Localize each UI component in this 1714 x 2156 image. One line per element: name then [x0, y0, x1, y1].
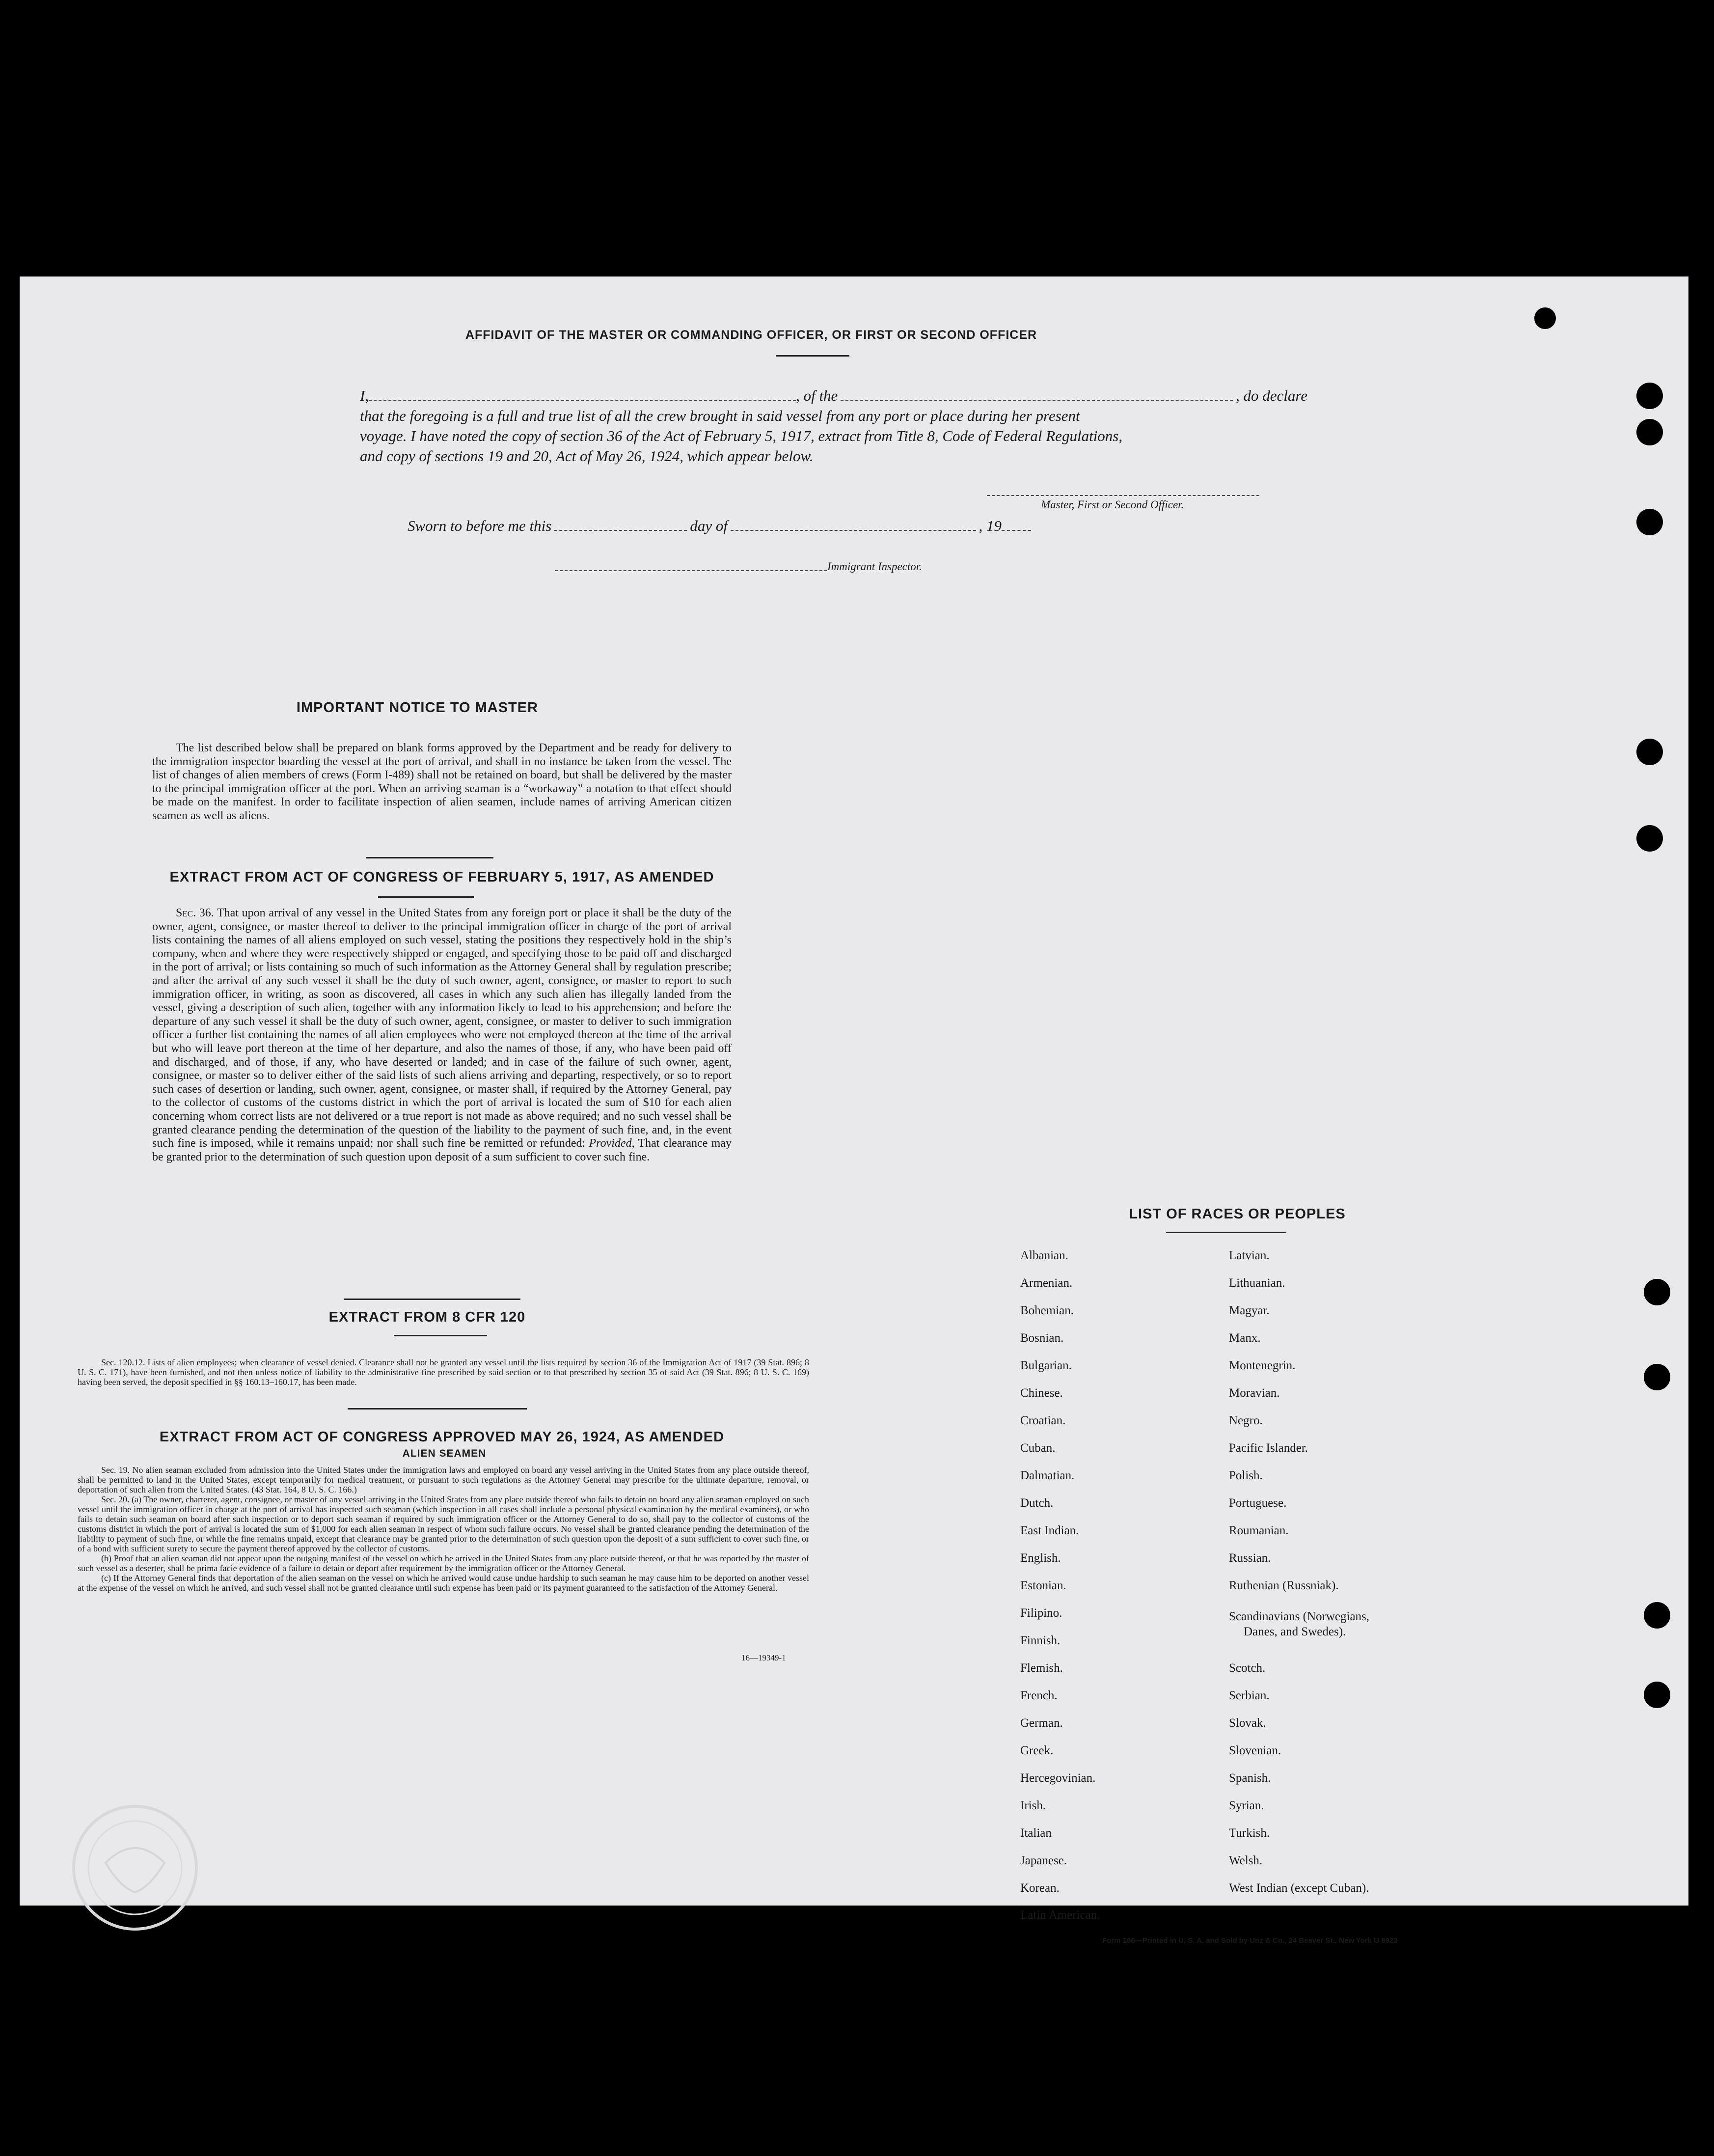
- race-item: German.: [1020, 1716, 1063, 1730]
- name-blank[interactable]: [369, 388, 796, 401]
- race-item: Ruthenian (Russniak).: [1229, 1579, 1339, 1592]
- race-item: Serbian.: [1229, 1689, 1270, 1702]
- race-item: Bulgarian.: [1020, 1359, 1072, 1372]
- notice-heading: IMPORTANT NOTICE TO MASTER: [296, 700, 539, 716]
- race-item: Pacific Islander.: [1229, 1441, 1308, 1455]
- sworn-day-of: day of: [690, 517, 728, 534]
- sworn-prefix: Sworn to before me this: [408, 517, 552, 534]
- race-item: Chinese.: [1020, 1386, 1063, 1400]
- binder-hole-icon: [1636, 509, 1663, 535]
- race-item: Japanese.: [1020, 1854, 1067, 1867]
- binder-hole-icon: [1644, 1602, 1670, 1629]
- race-item: Hercegovinian.: [1020, 1771, 1096, 1785]
- races-rule: [1166, 1232, 1286, 1233]
- race-item: Albanian.: [1020, 1249, 1068, 1262]
- race-item: Turkish.: [1229, 1826, 1270, 1840]
- race-item: Manx.: [1229, 1331, 1261, 1345]
- section-36-paragraph: [152, 907, 732, 1164]
- extract-1917-heading: EXTRACT FROM ACT OF CONGRESS OF FEBRUARY 5, 1917, AS AMENDED: [169, 869, 714, 885]
- section-20c-paragraph: (c) If the Attorney General finds that deportation of the alien seaman on the vessel on which he arrived would cause undue hardship to such seaman he may cause him to be deported on another vessel at the expense of the vessel on which he arrived, and such vessel shall not be granted clearance until such expense has been paid or its payment guaranteed to the satisfaction of the Attorney General.: [78, 1573, 809, 1593]
- races-heading: LIST OF RACES OR PEOPLES: [1129, 1206, 1346, 1222]
- race-item: Armenian.: [1020, 1276, 1073, 1290]
- race-item: Filipino.: [1020, 1606, 1062, 1620]
- extract-1917-end-rule: [344, 1299, 520, 1300]
- binder-hole-icon: [1636, 383, 1663, 409]
- race-item: Montenegrin.: [1229, 1359, 1296, 1372]
- cfr-paragraph: Sec. 120.12. Lists of alien employees; when clearance of vessel denied. Clearance shall not be granted any vessel until the lists required by section 36 of the Immigration Act of 1917 (39 Stat. 896; 8 U. S. C. 171), have been furnished, and not then unless notice of liability to the administrative fine prescribed by said section or to that prescribed by section 35 of said Act (39 Stat. 896; 8 U. S. C. 169) having been served, the deposit specified in §§ 160.13–160.17, has been made.: [78, 1357, 809, 1387]
- extract-1917-rule: [378, 896, 474, 898]
- race-item: Moravian.: [1229, 1386, 1280, 1400]
- race-item: Roumanian.: [1229, 1524, 1289, 1537]
- race-item: Syrian.: [1229, 1799, 1264, 1812]
- declaration-line-2: that the foregoing is a full and true list of all the crew brought in said vessel from any port or place during her present: [360, 407, 1080, 424]
- binder-hole-icon: [1636, 825, 1663, 852]
- notice-body: [152, 742, 732, 823]
- race-item: English.: [1020, 1551, 1061, 1565]
- binder-hole-icon: [1636, 419, 1663, 445]
- extract-1917-body: [152, 907, 732, 1164]
- master-signature-label: Master, First or Second Officer.: [1041, 498, 1184, 511]
- race-item: Bohemian.: [1020, 1304, 1074, 1317]
- race-item: Negro.: [1229, 1414, 1263, 1427]
- sworn-date-blank[interactable]: [554, 518, 687, 531]
- vessel-blank[interactable]: [841, 388, 1233, 401]
- section-36-label: Sec. 36.: [176, 907, 214, 919]
- affidavit-declaration: [360, 386, 1307, 466]
- race-item: Lithuanian.: [1229, 1276, 1285, 1290]
- race-item: Italian: [1020, 1826, 1052, 1840]
- extract-cfr-end-rule: [348, 1408, 527, 1410]
- binder-hole-icon: [1636, 739, 1663, 765]
- race-item: Portuguese.: [1229, 1496, 1287, 1510]
- declaration-line-3: voyage. I have noted the copy of section 36 of the Act of February 5, 1917, extract from Title 8, Code of Federal Regulations,: [360, 427, 1123, 444]
- form-sheet: [20, 276, 1688, 1945]
- printer-imprint: Form 186—Printed in U. S. A. and Sold by Unz & Co., 24 Beaver St., New York U 9923: [1102, 1936, 1398, 1945]
- form-code: 16—19349-1: [741, 1653, 786, 1662]
- race-item: Russian.: [1229, 1551, 1271, 1565]
- race-item: Flemish.: [1020, 1661, 1063, 1675]
- race-item: East Indian.: [1020, 1524, 1079, 1537]
- inspector-label: Immigrant Inspector.: [827, 560, 922, 573]
- section-19-paragraph: Sec. 19. No alien seaman excluded from admission into the United States under the immigration laws and employed on board any vessel arriving in the United States from any place outside thereof, shall be permitted to land in the United States, except temporarily for medical treatment, or pursuant to such regulations as the Attorney General may prescribe for the ultimate departure, removal, or deportation of such alien from the United States. (43 Stat. 164, 8 U. S. C. 166.): [78, 1465, 809, 1494]
- race-item: Scotch.: [1229, 1661, 1266, 1675]
- race-item: Bosnian.: [1020, 1331, 1064, 1345]
- declaration-of-the: , of the: [796, 387, 838, 404]
- master-signature-line[interactable]: [987, 495, 1259, 496]
- section-20b-paragraph: (b) Proof that an alien seaman did not appear upon the outgoing manifest of the vessel on which he arrived in the United States from any place outside thereof, or that he was reported by the master of such vessel as a deserter, shall be prima facie evidence of a failure to detain or deport after requirement by the immigration officer or the Attorney General.: [78, 1553, 809, 1573]
- race-item: Dalmatian.: [1020, 1469, 1075, 1482]
- race-item: Croatian.: [1020, 1414, 1066, 1427]
- extract-1924-body: [78, 1465, 809, 1593]
- section-36-text-b: That clearance may be granted prior to the determination of such question upon deposit of a sum sufficient to cover such fine.: [152, 1137, 732, 1163]
- declaration-line-4: and copy of sections 19 and 20, Act of May 26, 1924, which appear below.: [360, 447, 814, 465]
- race-item: Latvian.: [1229, 1249, 1270, 1262]
- race-item: Polish.: [1229, 1469, 1263, 1482]
- race-item: Cuban.: [1020, 1441, 1056, 1455]
- race-item: Estonian.: [1020, 1579, 1066, 1592]
- race-item: Welsh.: [1229, 1854, 1263, 1867]
- race-item: Latin American.: [1020, 1908, 1100, 1922]
- race-item: French.: [1020, 1689, 1058, 1702]
- race-item: West Indian (except Cuban).: [1229, 1881, 1369, 1895]
- extract-1924-subheading: ALIEN SEAMEN: [402, 1448, 487, 1459]
- race-item: Spanish.: [1229, 1771, 1271, 1785]
- sworn-year-prefix: , 19: [979, 517, 1002, 534]
- extract-cfr-rule: [394, 1335, 487, 1336]
- sworn-month-blank[interactable]: [731, 518, 976, 531]
- race-item: Danes, and Swedes).: [1244, 1625, 1346, 1638]
- affidavit-title: AFFIDAVIT OF THE MASTER OR COMMANDING OFFICER, OR FIRST OR SECOND OFFICER: [465, 328, 1037, 342]
- declaration-i: I,: [360, 387, 369, 404]
- declaration-do-declare: , do declare: [1235, 387, 1307, 404]
- binder-hole-icon: [1534, 307, 1556, 329]
- embossed-seal-icon: [32, 1794, 238, 1932]
- race-item: Finnish.: [1020, 1634, 1061, 1647]
- affidavit-title-rule: [776, 355, 849, 357]
- extract-cfr-heading: EXTRACT FROM 8 CFR 120: [328, 1309, 526, 1325]
- inspector-signature-line[interactable]: [555, 570, 827, 571]
- race-item: Korean.: [1020, 1881, 1060, 1895]
- race-item: Magyar.: [1229, 1304, 1270, 1317]
- notice-paragraph: The list described below shall be prepared on blank forms approved by the Department and be ready for delivery to the immigration inspector boarding the vessel at the port of arrival, and shall in no instance be taken from the vessel. The list of changes of alien members of crews (Form I-489) shall not be retained on board, but shall be delivered by the master to the principal immigration officer at the port. When an arriving seaman is a “workaway” a notation to that effect should be made on the manifest. In order to facilitate inspection of alien seamen, include names of arriving American citizen seamen as well as aliens.: [152, 742, 732, 822]
- binder-hole-icon: [1644, 1682, 1670, 1708]
- race-item: Dutch.: [1020, 1496, 1054, 1510]
- race-item: Scandinavians (Norwegians,: [1229, 1610, 1370, 1623]
- extract-1924-heading: EXTRACT FROM ACT OF CONGRESS APPROVED MAY 26, 1924, AS AMENDED: [159, 1429, 725, 1445]
- race-item: Slovenian.: [1229, 1744, 1281, 1757]
- provided-word: Provided,: [589, 1137, 635, 1150]
- section-36-text-a: That upon arrival of any vessel in the United States from any foreign port or place it shall be the duty of the owner, agent, consignee, or master thereof to deliver to the principal immigration officer in charge of the port of arrival lists containing the names of all aliens employed on such vessel, stating the positions they respectively hold in the ship’s company, when and where they were respectively shipped or engaged, and specifying those to be paid off and discharged in the port of arrival; or lists containing so much of such information as the Attorney General shall by regulation prescribe; and after the arrival of any such vessel it shall be the duty of such owner, agent, consignee, or master to report to such immigration officer, in writing, as soon as discovered, all cases in which any such alien has illegally landed from the vessel, giving a description of such alien, together with any information likely to lead to his apprehension; and before the departure of any such vessel it shall be the duty of such owner, agent, consignee, or master to deliver to such immigration officer a further list containing the names of all alien employees who were not employed thereon at the time of the arrival but who will leave port thereon at the time of her departure, and also the names of those, if any, who have been paid off and discharged, and of those, if any, who have deserted or landed; and in case of the failure of such owner, agent, consignee, or master so to deliver either of the said lists of such aliens arriving and departing, respectively, or so to report such cases of desertion or landing, such owner, agent, consignee, or master shall, if required by the Attorney General, pay to the collector of customs of the customs district in which the port of arrival is located the sum of $10 for each alien concerning whom correct lists are not delivered or a true report is not made as above required; and no such vessel shall be granted clearance pending the determination of the question of the liability to the payment of such fine, and, in the event such fine is imposed, while it remains unpaid; nor shall such fine be remitted or refunded:: [152, 907, 732, 1150]
- binder-hole-icon: [1644, 1279, 1670, 1305]
- race-item: Irish.: [1020, 1799, 1046, 1812]
- race-item: Slovak.: [1229, 1716, 1266, 1730]
- sworn-line: [408, 517, 1031, 535]
- binder-hole-icon: [1644, 1364, 1670, 1390]
- notice-rule: [366, 857, 493, 858]
- sworn-year-blank[interactable]: [1002, 518, 1031, 531]
- extract-cfr-body: [78, 1357, 809, 1387]
- section-20a-paragraph: Sec. 20. (a) The owner, charterer, agent, consignee, or master of any vessel arriving in the United States from any place outside thereof who fails to detain on board any alien seaman employed on such vessel until the immigration officer in charge at the port of arrival has inspected such seaman (which inspection in all cases shall include a personal physical examination by the medical examiners), or who fails to detain such seaman on board after such inspection or to deport such seaman if required by such immigration officer or the Attorney General to do so, shall pay to the collector of customs of the customs district in which the port of arrival is located the sum of $1,000 for each alien seaman in respect of whom such failure occurs. No vessel shall be granted clearance pending the determination of the liability to payment of such fine, or while the fine remains unpaid, except that clearance may be granted prior to the determination of such question upon the deposit of a sum sufficient to cover such fine, or of a bond with sufficient surety to secure the payment thereof approved by the collector of customs.: [78, 1494, 809, 1553]
- race-item: Greek.: [1020, 1744, 1054, 1757]
